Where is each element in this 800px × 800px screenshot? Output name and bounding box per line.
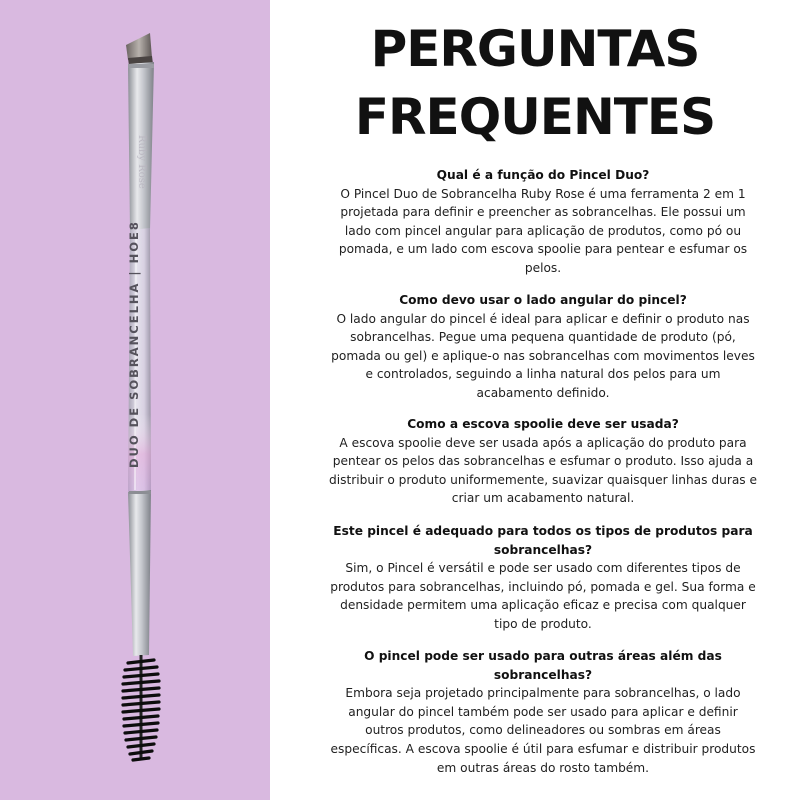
faq-answer: O lado angular do pincel é ideal para aplicar e definir o produto nas sobrancelhas. Pegue uma pequena quantidade de produto (pó, pomada ou gel) e aplique-o nas sobrancelhas com movimentos leves e controlados, seguindo a linha natural dos pelos para um acabamento definido. <box>331 311 755 400</box>
faq-item <box>328 522 758 634</box>
page-title-line2: FREQUENTES <box>354 88 716 146</box>
faq-question: Como devo usar o lado angular do pincel? <box>399 293 687 307</box>
brush-image <box>0 0 270 800</box>
brush-brand-text: Ruby Rose <box>136 135 147 189</box>
page-title-line1: PERGUNTAS <box>370 20 700 78</box>
faq-panel <box>270 0 800 800</box>
faq-answer: Sim, o Pincel é versátil e pode ser usado com diferentes tipos de produtos para sobrancelhas, incluindo pó, pomada e gel. Sua forma e densidade permitem uma aplicação eficaz e precisa com qualquer tipo de produto. <box>330 561 756 631</box>
faq-answer: A escova spoolie deve ser usada após a aplicação do produto para pentear os pelos das sobrancelhas e esfumar o produto. Isso ajuda a distribuir o produto uniformemente, suavizar quaisquer linhas duras e criar um acabamento natural. <box>328 435 758 506</box>
faq-answer: Embora seja projetado principalmente para sobrancelhas, o lado angular do pincel também pode ser usado para aplicar e definir outros produtos, como delineadores ou sombras em áreas específicas. A escova spoolie é útil para esfumar e distribuir produtos em outras áreas do rosto também. <box>330 686 756 775</box>
brush-handle-text: DUO DE SOBRANCELHA | HOE8 <box>127 220 141 468</box>
faq-answer: O Pincel Duo de Sobrancelha Ruby Rose é uma ferramenta 2 em 1 projetada para definir e preencher as sobrancelhas. Ele possui um lado com pincel angular para aplicação de produtos, como pó ou pomada, e um lado com escova spoolie para pentear e esfumar os pelos. <box>338 186 748 275</box>
faq-item <box>328 166 758 278</box>
faq-question: Qual é a função do Pincel Duo? <box>436 168 650 182</box>
faq-item <box>328 415 758 508</box>
faq-question: O pincel pode ser usado para outras áreas além das sobrancelhas? <box>364 649 722 682</box>
spoolie-icon <box>123 655 159 760</box>
brush-ferrule-bottom <box>128 490 151 656</box>
faq-question: Como a escova spoolie deve ser usada? <box>407 417 679 431</box>
faq-item <box>328 291 758 403</box>
faq-item <box>328 647 758 777</box>
faq-question: Este pincel é adequado para todos os tipos de produtos para sobrancelhas? <box>333 524 753 557</box>
brush-angled-tip <box>126 33 153 66</box>
